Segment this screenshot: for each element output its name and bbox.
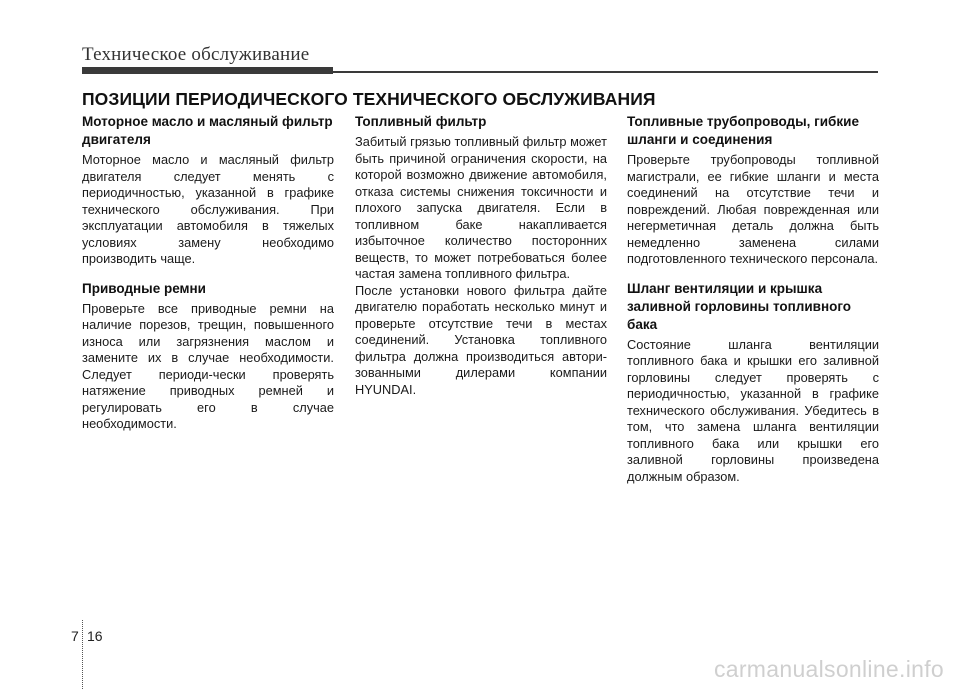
paragraph-engine-oil: Моторное масло и масляный фильтр двигателя следует менять с периодичностью, указанной в графике технического обслуживания. При эксплуатации автомобиля в тяжелых условиях замену необходимо производить чаще. bbox=[82, 152, 334, 266]
chapter-title: Техническое обслуживание bbox=[82, 44, 310, 65]
paragraph-drive-belts: Проверьте все приводные ремни на наличие порезов, трещин, повышенного износа или загрязнения маслом и замените их в случае необходимости. Следует периоди-чески проверять натяжение приводных ремней и регулировать его в случае необходимости. bbox=[82, 300, 334, 431]
header-rule-thick bbox=[82, 67, 333, 74]
subheading-vapor-hose: Шланг вентиляции и крышка заливной горловины топливного бака bbox=[627, 280, 852, 332]
paragraph-fuel-filter-1: Забитый грязью топливный фильтр может быть причиной ограничения скорости, на которой возможно движение автомобиля, отказа системы снижения токсичности и плохого запуска двигателя. Если в топливном баке накапливается избыточное количество посторонних веществ, то может потребоваться более частая замена топливного фильтра. bbox=[355, 134, 607, 281]
paragraph-fuel-filter-2: После установки нового фильтра дайте двигателю поработать несколько минут и проверьте отсутствие течи в местах соединений. Установка топливного фильтра должна производиться автори-зованными дилерами компании HYUNDAI. bbox=[355, 282, 607, 397]
paragraph-vapor-hose: Состояние шланга вентиляции топливного бака и крышки его заливной горловины следует проверять с периодичностью, указанной в графике технического обслуживания. Убедитесь в том, что замена шланга вентиляции топливного бака или крышки его заливной горловины произведена должным образом. bbox=[627, 336, 879, 484]
subheading-drive-belts: Приводные ремни bbox=[82, 280, 206, 296]
subheading-fuel-lines: Топливные трубопроводы, гибкие шланги и соединения bbox=[627, 114, 859, 147]
page-number: 16 bbox=[87, 628, 103, 644]
header-rule-thin bbox=[333, 71, 878, 73]
footer-divider bbox=[82, 620, 84, 689]
subheading-engine-oil: Моторное масло и масляный фильтр двигателя bbox=[82, 114, 333, 147]
watermark: carmanualsonline.info bbox=[713, 656, 944, 682]
chapter-number: 7 bbox=[71, 628, 79, 644]
column-left bbox=[82, 113, 334, 433]
column-right bbox=[627, 113, 879, 485]
subheading-fuel-filter: Топливный фильтр bbox=[355, 114, 487, 129]
section-title: ПОЗИЦИИ ПЕРИОДИЧЕСКОГО ТЕХНИЧЕСКОГО ОБСЛУЖИВАНИЯ bbox=[82, 89, 656, 109]
paragraph-fuel-lines: Проверьте трубопроводы топливной магистрали, ее гибкие шланги и места соединений на отсутствие течи и повреждений. Любая поврежденная или негерметичная деталь должна быть немедленно заменена силами подготовленного технического персонала. bbox=[627, 152, 879, 266]
column-middle bbox=[355, 113, 607, 398]
